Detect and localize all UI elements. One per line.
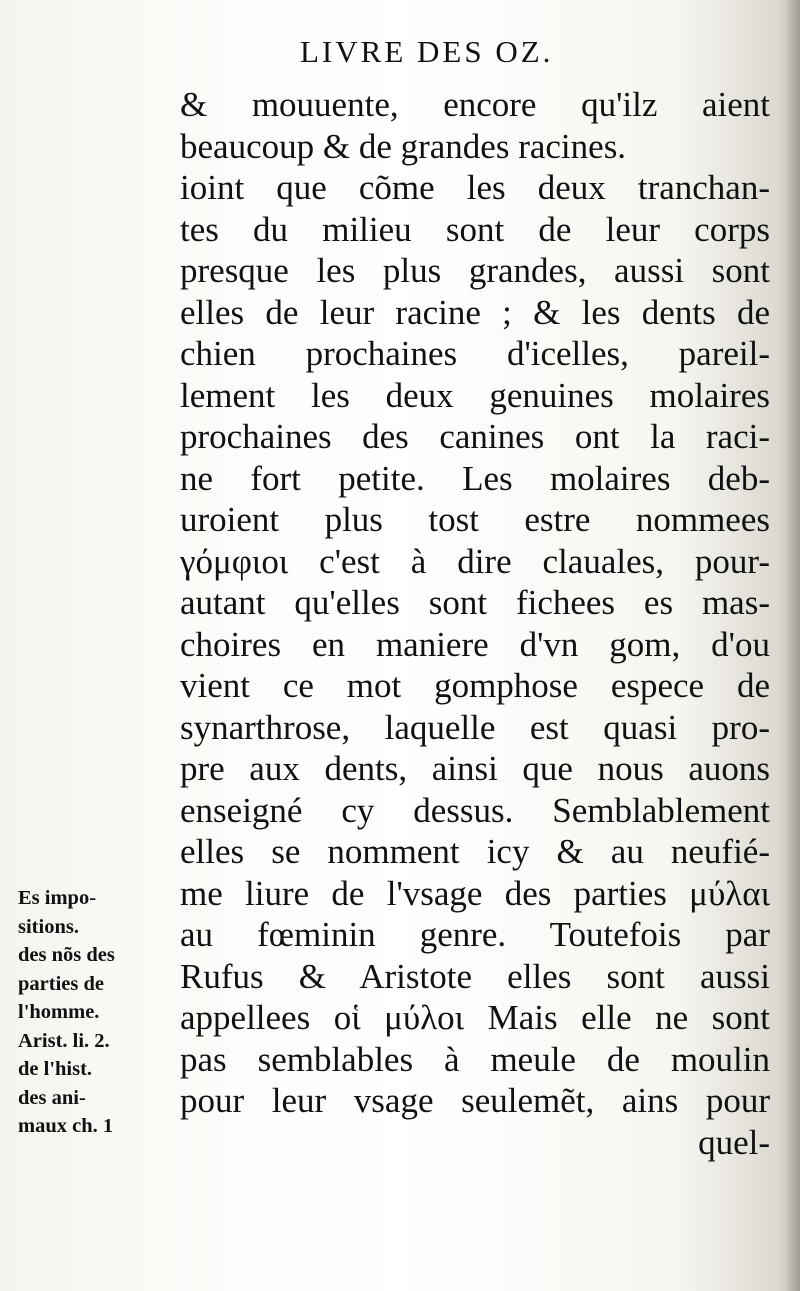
text-line: ioint que cõme les deux tranchan- bbox=[180, 168, 770, 207]
text-line: autant qu'elles sont fichees es mas- bbox=[180, 583, 770, 622]
text-line: lement les deux genuines molaires bbox=[180, 375, 770, 415]
margin-note-line: des ani- bbox=[18, 1086, 86, 1109]
margin-note-line: Es impo- bbox=[18, 887, 97, 909]
margin-note-line: maux ch. 1 bbox=[18, 1115, 114, 1137]
text-line: au fœminin genre. Toutefois par bbox=[180, 915, 770, 954]
text-line: pre aux dents, ainsi que nous auons bbox=[180, 749, 770, 788]
catchword: quel- bbox=[698, 1122, 770, 1162]
text-line: enseigné cy dessus. Semblablement bbox=[180, 790, 770, 830]
margin-note-line: Arist. li. 2. bbox=[18, 1029, 110, 1052]
margin-note-line: de l'hist. bbox=[18, 1058, 93, 1080]
text-line: vient ce mot gomphose espece de bbox=[180, 666, 770, 705]
text-line: choires en maniere d'vn gom, d'ou bbox=[180, 624, 770, 664]
text-line: beaucoup & de grandes racines. bbox=[180, 126, 627, 166]
margin-note-line: des nõs des bbox=[18, 944, 115, 966]
text-line: uroient plus tost estre nommees bbox=[180, 500, 770, 539]
text-line: me liure de l'vsage des parties μύλαι bbox=[180, 873, 770, 913]
text-line: & mouuente, encore qu'ilz aient bbox=[180, 85, 770, 124]
text-line: pas semblables à meule de moulin bbox=[180, 1039, 770, 1079]
margin-note-line: l'homme. bbox=[18, 1001, 100, 1023]
text-line: pour leur vsage seulemẽt, ains pour bbox=[180, 1081, 770, 1120]
body-text bbox=[180, 84, 770, 1163]
text-line: synarthrose, laquelle est quasi pro- bbox=[180, 707, 770, 747]
text-line: prochaines des canines ont la raci- bbox=[180, 417, 770, 456]
text-line: appellees οἱ μύλοι Mais elle ne sont bbox=[180, 998, 770, 1037]
text-line: ne fort petite. Les molaires deb- bbox=[180, 458, 770, 498]
margin-note-line: sitions. bbox=[18, 915, 79, 938]
text-line: chien prochaines d'icelles, pareil- bbox=[180, 334, 770, 373]
margin-note-line: parties de bbox=[18, 972, 104, 995]
text-line: tes du milieu sont de leur corps bbox=[180, 209, 770, 249]
running-head: LIVRE DES OZ. bbox=[300, 34, 554, 69]
text-line: γόμφιοι c'est à dire clauales, pour- bbox=[180, 541, 770, 581]
page-edge-shadow bbox=[786, 0, 800, 1291]
margin-note bbox=[18, 884, 178, 1141]
text-line: presque les plus grandes, aussi sont bbox=[180, 251, 770, 290]
text-line: elles se nomment icy & au neufié- bbox=[180, 832, 770, 871]
text-line: elles de leur racine ; & les dents de bbox=[180, 292, 770, 332]
text-line: Rufus & Aristote elles sont aussi bbox=[180, 956, 770, 996]
